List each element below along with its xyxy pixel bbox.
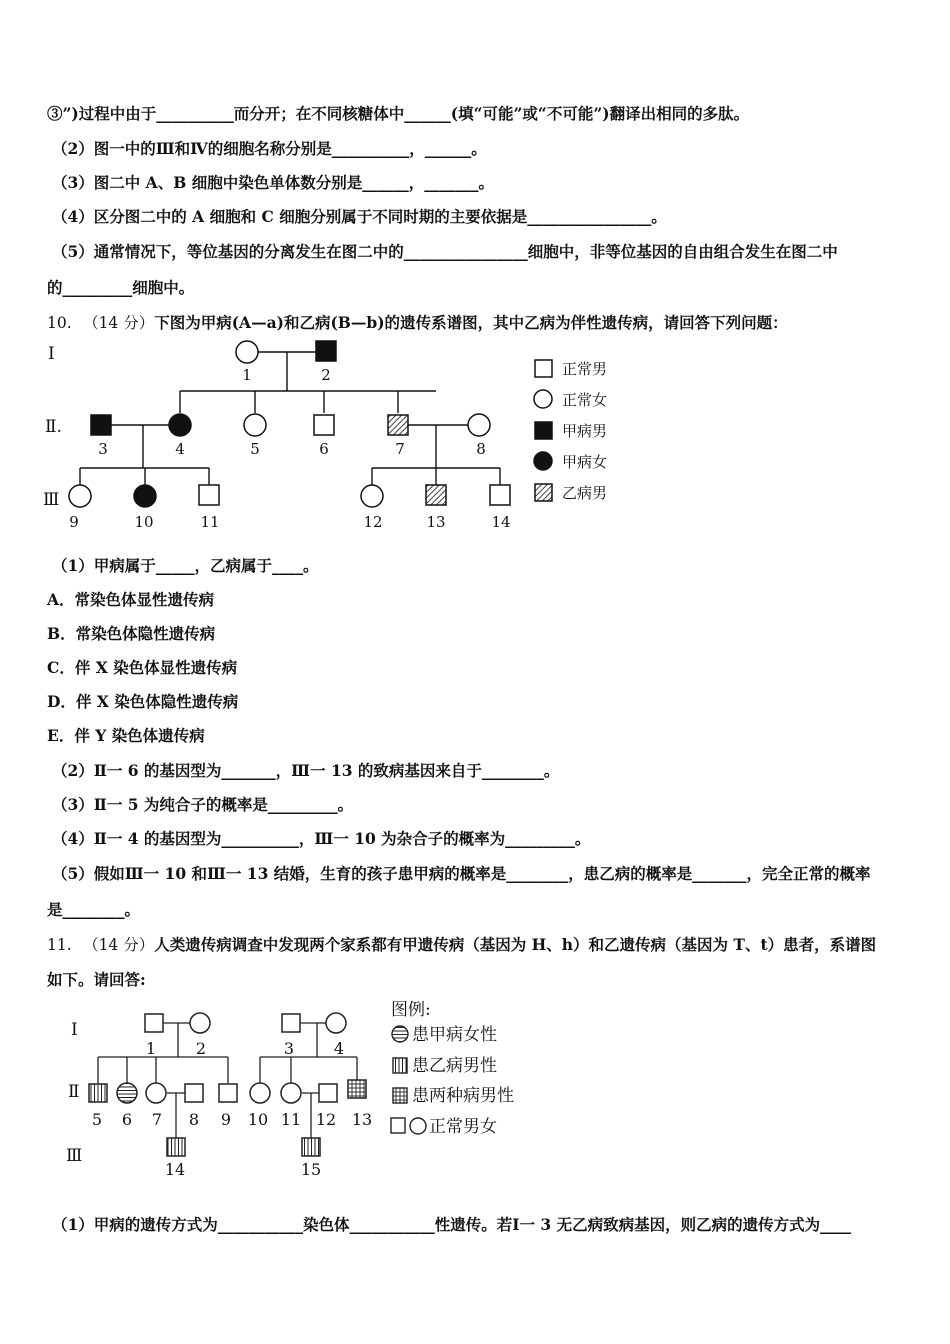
q10-person-5 <box>244 414 266 436</box>
q11-number: 11. <box>47 936 72 954</box>
q10-id-1: 1 <box>242 366 252 384</box>
q10-sub-5-cont: 是________。 <box>47 900 141 919</box>
q9-line-1: ③”)过程中由于__________而分开；在不同核糖体中______(填“可能”或“不可能”)翻译出相同的多肽。 <box>47 104 750 123</box>
q10-legend-normal-female: 正常女 <box>562 391 608 409</box>
q11-person-8 <box>185 1084 203 1102</box>
q11-id-15: 15 <box>300 1160 322 1179</box>
q10-sub-3: （3）Ⅱ一 5 为纯合子的概率是_________。 <box>52 795 354 814</box>
q11-id-10: 10 <box>247 1110 269 1129</box>
q10-gen-2: Ⅱ. <box>45 417 62 437</box>
q11-person-11 <box>281 1083 301 1103</box>
q10-pedigree-figure <box>40 335 640 544</box>
q10-id-10: 10 <box>134 513 154 531</box>
q10-id-14: 14 <box>491 513 511 531</box>
q11-person-2 <box>190 1013 210 1033</box>
q10-person-6 <box>314 415 334 435</box>
q11-gen-3: Ⅲ <box>66 1146 83 1166</box>
q11-legend-both-male-icon <box>393 1088 407 1103</box>
q10-legend-normal-female-icon <box>534 390 552 408</box>
q11-person-7 <box>146 1083 166 1103</box>
q11-legend-normal-male-icon <box>391 1118 405 1133</box>
q11-pedigree-figure <box>55 995 555 1189</box>
q11-id-1: 1 <box>145 1039 157 1058</box>
q10-legend-disease-a-male-icon <box>535 422 552 439</box>
q10-option-d: D．伴 X 染色体隐性遗传病 <box>47 692 239 711</box>
q11-person-5 <box>89 1084 107 1102</box>
q10-id-12: 12 <box>363 513 383 531</box>
q10-sub-2: （2）Ⅱ一 6 的基因型为_______，Ⅲ一 13 的致病基因来自于________。 <box>52 761 560 780</box>
q10-sub-5: （5）假如Ⅲ一 10 和Ⅲ一 13 结婚，生育的孩子患甲病的概率是________，患乙病的概率是_______，完全正常的概率 <box>52 864 871 883</box>
q11-legend-disease-b-male-icon <box>393 1058 407 1073</box>
q10-person-8 <box>468 414 490 436</box>
q11-points: （14 分） <box>83 936 155 954</box>
q11-legend-title: 图例: <box>391 1000 431 1020</box>
q10-legend-disease-a-male: 甲病男 <box>562 422 608 440</box>
q11-person-6 <box>117 1083 137 1103</box>
q11-person-3 <box>282 1014 300 1032</box>
q11-stem-cont: 如下。请回答: <box>47 970 146 989</box>
q10-id-13: 13 <box>426 513 446 531</box>
q10-id-2: 2 <box>321 366 331 384</box>
q11-person-4 <box>326 1013 346 1033</box>
q10-stem-text: 下图为甲病(A—a)和乙病(B—b)的遗传系谱图，其中乙病为伴性遗传病，请回答下列问题： <box>154 313 788 332</box>
q10-id-5: 5 <box>250 440 260 458</box>
q10-legend-disease-a-female-icon <box>534 452 552 470</box>
q11-person-10 <box>250 1083 270 1103</box>
q10-stem <box>47 311 910 333</box>
q11-legend-disease-a-female: 患甲病女性 <box>412 1025 497 1045</box>
q11-id-7: 7 <box>151 1110 163 1129</box>
q11-id-13: 13 <box>351 1110 373 1129</box>
q11-stem-text: 人类遗传病调查中发现两个家系都有甲遗传病（基因为 H、h）和乙遗传病（基因为 T、t）患者，系谱图 <box>154 935 877 954</box>
q10-person-3 <box>91 415 111 435</box>
q10-legend-disease-b-male-icon <box>535 484 552 501</box>
q10-legend-disease-b-male: 乙病男 <box>562 484 608 502</box>
q10-person-13 <box>426 485 446 505</box>
q11-person-9 <box>219 1084 237 1102</box>
q10-gen-3: Ⅲ <box>43 490 60 510</box>
q9-line-4: （4）区分图二中的 A 细胞和 C 细胞分别属于不同时期的主要依据是________________。 <box>52 207 667 226</box>
q10-legend-normal-male-icon <box>535 360 552 377</box>
q11-gen-2: Ⅱ <box>68 1082 80 1102</box>
q9-line-5: （5）通常情况下，等位基因的分离发生在图二中的________________细胞中，非等位基因的自由组合发生在图二中 <box>52 242 838 261</box>
q11-legend-both-male: 患两种病男性 <box>412 1086 514 1106</box>
q10-person-9 <box>69 485 91 507</box>
q11-id-3: 3 <box>283 1039 295 1058</box>
q11-legend-normal-female-icon <box>410 1118 426 1134</box>
q10-legend-normal-male: 正常男 <box>562 360 608 378</box>
q10-person-4 <box>169 414 191 436</box>
q11-person-12 <box>319 1084 337 1102</box>
q11-id-11: 11 <box>280 1110 302 1129</box>
q10-option-b: B．常染色体隐性遗传病 <box>47 624 216 643</box>
q11-gen-1: Ⅰ <box>71 1020 78 1040</box>
q10-legend-disease-a-female: 甲病女 <box>562 453 608 471</box>
q9-line-3: （3）图二中 A、B 细胞中染色单体数分别是______，_______。 <box>52 173 494 192</box>
q10-person-7 <box>388 415 408 435</box>
q10-person-11 <box>199 485 219 505</box>
q9-line-6: 的_________细胞中。 <box>47 278 195 297</box>
q11-id-8: 8 <box>188 1110 200 1129</box>
q11-id-12: 12 <box>315 1110 337 1129</box>
q10-id-3: 3 <box>98 440 108 458</box>
q11-person-14 <box>167 1138 185 1156</box>
q10-sub-4: （4）Ⅱ一 4 的基因型为__________，Ⅲ一 10 为杂合子的概率为_________。 <box>52 829 591 848</box>
q10-points: （14 分） <box>83 314 155 332</box>
q10-person-1 <box>236 341 258 363</box>
q10-gen-1: Ⅰ <box>48 344 55 364</box>
q11-sub-1: （1）甲病的遗传方式为___________染色体___________性遗传。若Ⅰ一 3 无乙病致病基因，则乙病的遗传方式为____ <box>52 1215 852 1234</box>
q10-id-7: 7 <box>395 440 405 458</box>
q10-person-10 <box>134 485 156 507</box>
q10-id-9: 9 <box>69 513 79 531</box>
q10-option-a: A．常染色体显性遗传病 <box>47 590 215 609</box>
q11-person-15 <box>302 1138 320 1156</box>
q11-id-4: 4 <box>333 1039 345 1058</box>
q11-person-1 <box>145 1014 163 1032</box>
q10-option-c: C．伴 X 染色体显性遗传病 <box>47 658 238 677</box>
q10-id-4: 4 <box>175 440 185 458</box>
q11-stem <box>47 933 910 955</box>
q11-legend-disease-a-female-icon <box>392 1026 408 1042</box>
q10-id-8: 8 <box>476 440 486 458</box>
q10-person-14 <box>490 485 510 505</box>
q10-option-e: E．伴 Y 染色体遗传病 <box>47 726 205 745</box>
q10-number: 10. <box>47 314 72 332</box>
q9-line-2: （2）图一中的Ⅲ和Ⅳ的细胞名称分别是__________，______。 <box>52 139 487 158</box>
q11-legend-disease-b-male: 患乙病男性 <box>412 1056 497 1076</box>
q11-legend-normal: 正常男女 <box>429 1117 497 1137</box>
q10-id-6: 6 <box>319 440 329 458</box>
q11-id-14: 14 <box>164 1160 186 1179</box>
q10-id-11: 11 <box>200 513 220 531</box>
q11-id-9: 9 <box>220 1110 232 1129</box>
q10-person-2 <box>316 341 336 361</box>
q11-id-6: 6 <box>121 1110 133 1129</box>
q10-person-12 <box>361 485 383 507</box>
q11-person-13 <box>348 1080 366 1098</box>
q10-sub-1: （1）甲病属于_____，乙病属于____。 <box>52 556 319 575</box>
q11-id-5: 5 <box>91 1110 103 1129</box>
q11-id-2: 2 <box>195 1039 207 1058</box>
